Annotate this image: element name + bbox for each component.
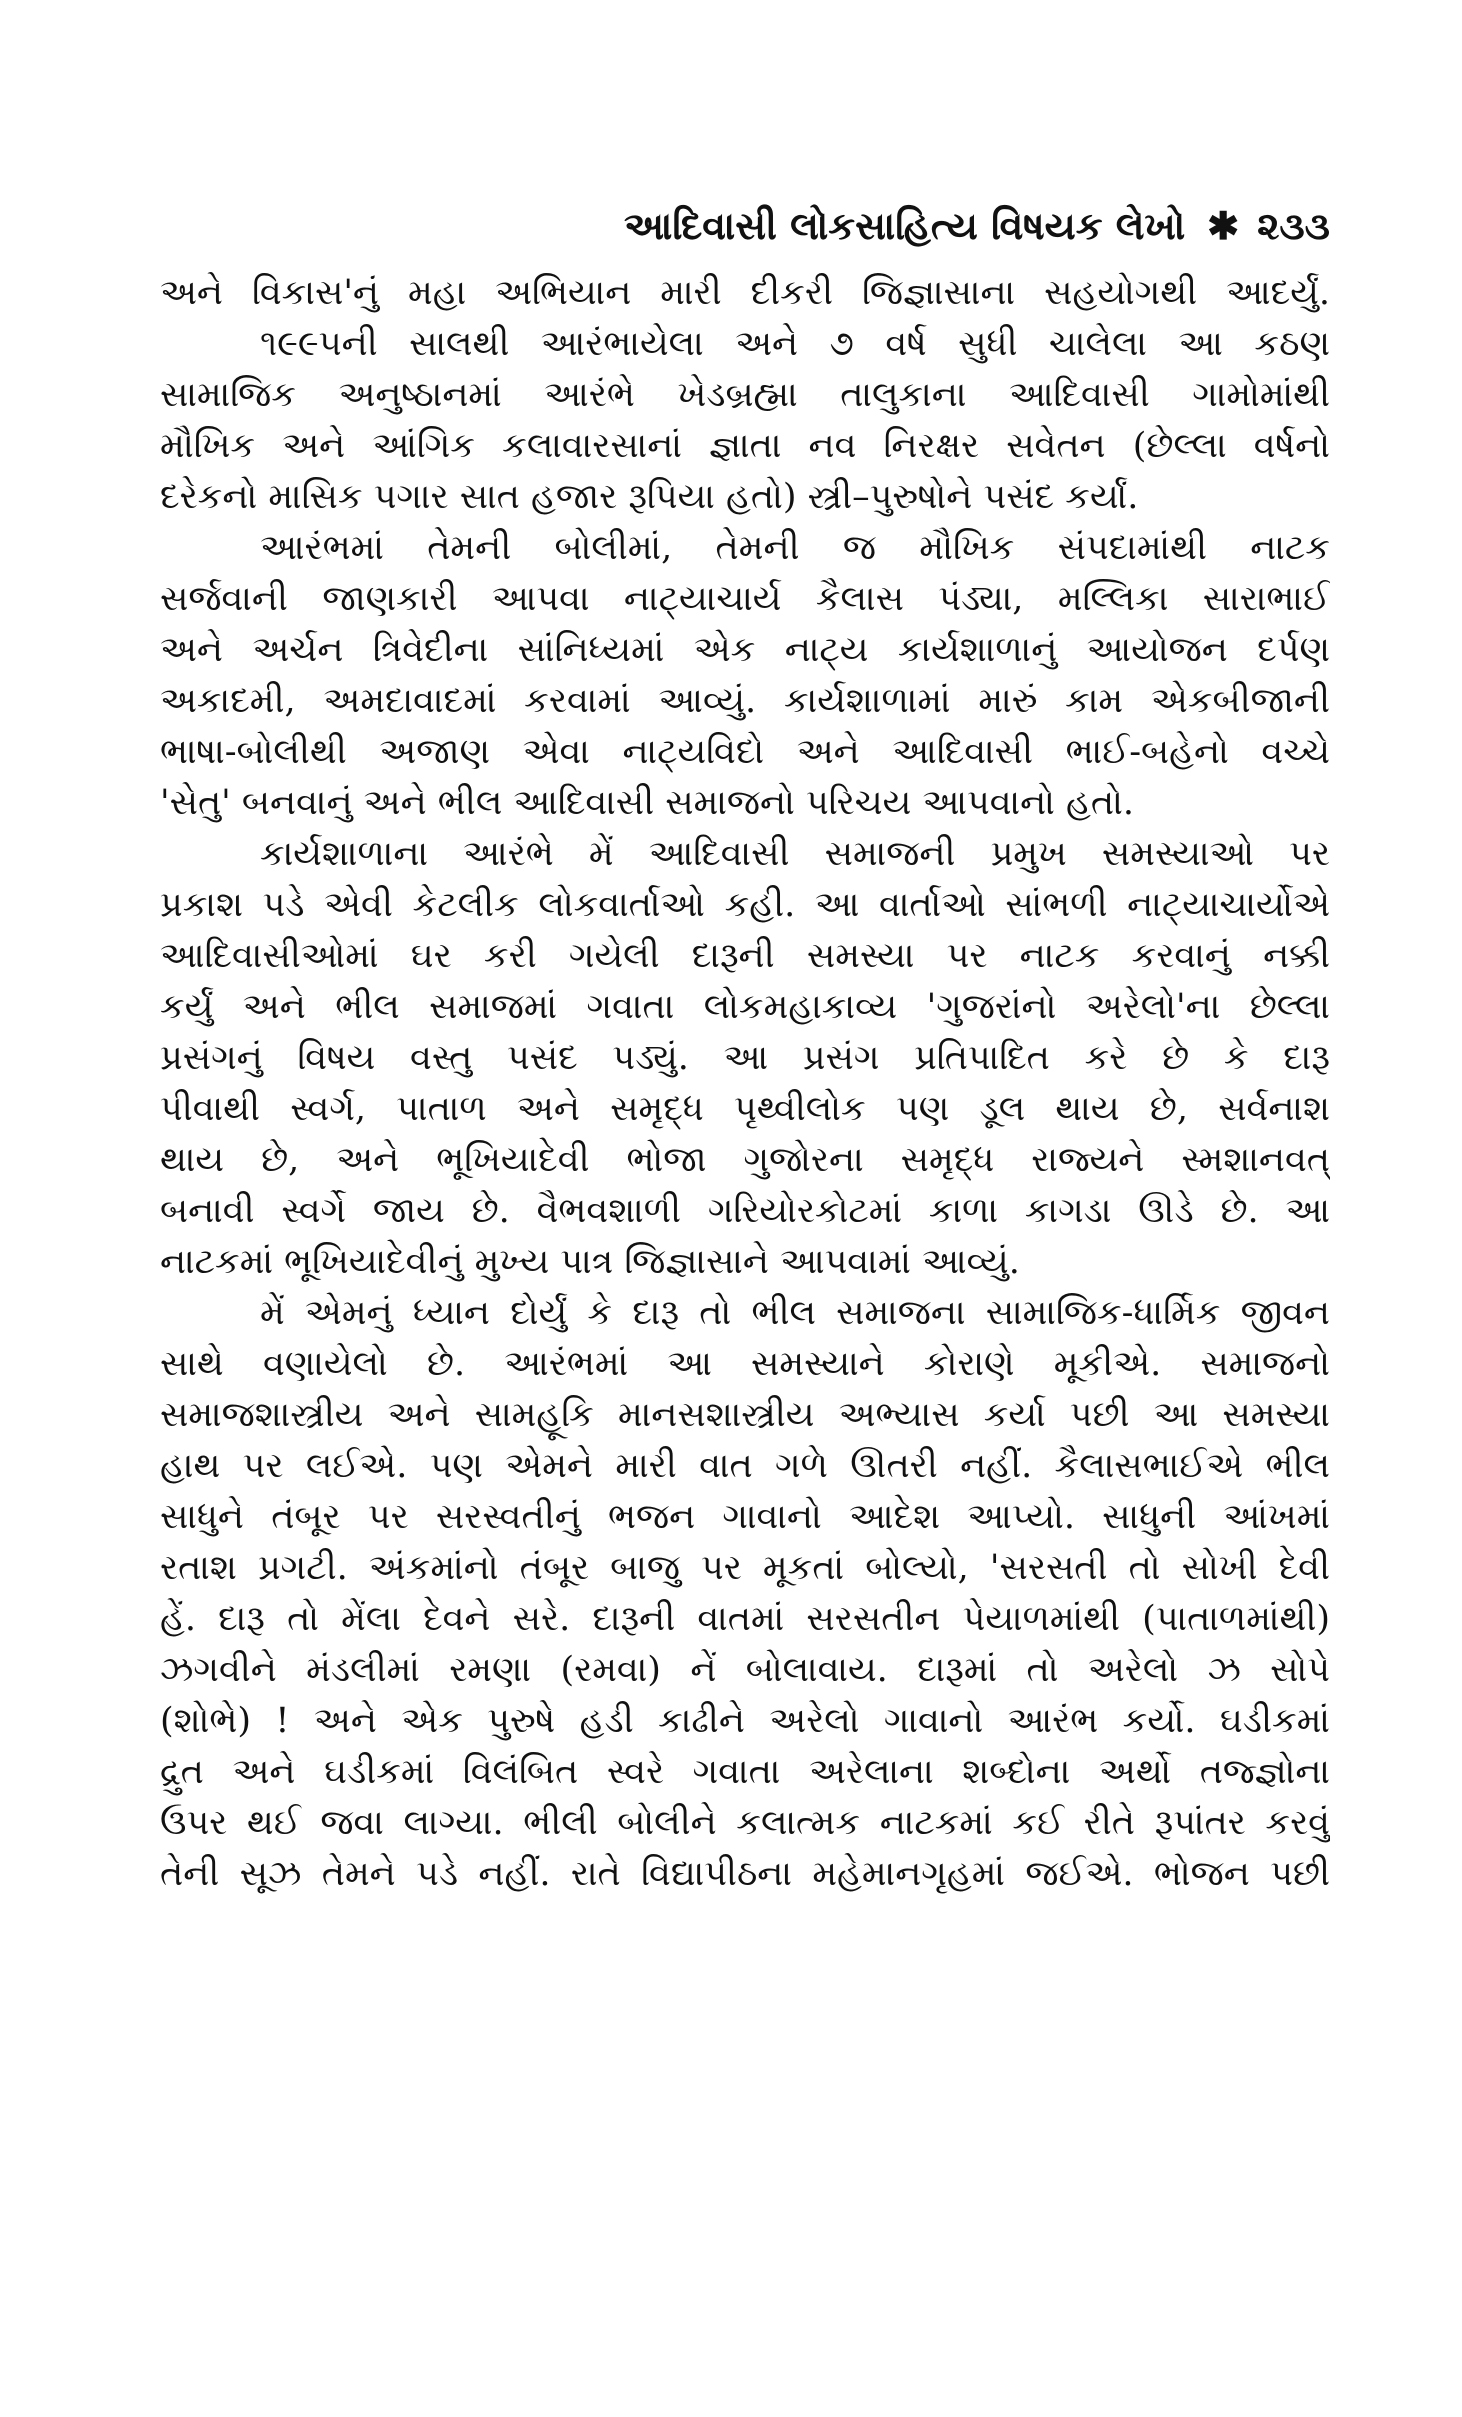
- text-line: કર્યું અને ભીલ સમાજમાં ગવાતા લોકમહાકાવ્ય 'ગુજરાંનો અરેલો'ના છેલ્લા: [160, 987, 1330, 1027]
- text-line: અને અર્ચન ત્રિવેદીના સાંનિધ્યમાં એક નાટ્ય કાર્યશાળાનું આયોજન દર્પણ: [160, 630, 1330, 670]
- text-line: હેં. દારૂ તો મેંલા દેવને સરે. દારૂની વાતમાં સરસતીન પેયાળમાંથી (પાતાળમાંથી): [160, 1599, 1330, 1639]
- paragraph-end-line: દરેકનો માસિક પગાર સાત હજાર રૂપિયા હતો) સ્ત્રી–પુરુષોને પસંદ કર્યાં.: [160, 477, 1139, 517]
- text-line: સર્જવાની જાણકારી આપવા નાટ્યાચાર્ય કૈલાસ પંડ્યા, મલ્લિકા સારાભાઈ: [160, 579, 1330, 619]
- text-line: હાથ પર લઈએ. પણ એમને મારી વાત ગળે ઊતરી નહીં. કૈલાસભાઈએ ભીલ: [160, 1446, 1330, 1486]
- text-line: આદિવાસીઓમાં ઘર કરી ગયેલી દારૂની સમસ્યા પર નાટક કરવાનું નક્કી: [160, 936, 1330, 976]
- page-number: ૨૩૩: [1257, 203, 1330, 248]
- text-line: અકાદમી, અમદાવાદમાં કરવામાં આવ્યું. કાર્યશાળામાં મારું કામ એકબીજાની: [160, 681, 1330, 721]
- text-line: સામાજિક અનુષ્ઠાનમાં આરંભે ખેડબ્રહ્મા તાલુકાના આદિવાસી ગામોમાંથી: [160, 375, 1330, 415]
- text-line: પ્રસંગનું વિષય વસ્તુ પસંદ પડ્યું. આ પ્રસંગ પ્રતિપાદિત કરે છે કે દારૂ: [160, 1038, 1330, 1078]
- paragraph-end-line: 'સેતુ' બનવાનું અને ભીલ આદિવાસી સમાજનો પરિચય આપવાનો હતો.: [160, 783, 1135, 823]
- text-line: સમાજશાસ્ત્રીય અને સામહૂકિ માનસશાસ્ત્રીય અભ્યાસ કર્યા પછી આ સમસ્યા: [160, 1395, 1330, 1435]
- text-line: થાય છે, અને ભૂખિયાદેવી ભોજા ગુજોરના સમૃદ્ધ રાજ્યને સ્મશાનવત્: [160, 1140, 1330, 1180]
- star-separator-icon: ✱: [1207, 203, 1240, 248]
- paragraph-start-line: કાર્યશાળાના આરંભે મેં આદિવાસી સમાજની પ્રમુખ સમસ્યાઓ પર: [260, 834, 1330, 874]
- text-line: ઉપર થઈ જવા લાગ્યા. ભીલી બોલીને કલાત્મક નાટકમાં કઈ રીતે રૂપાંતર કરવું: [160, 1803, 1330, 1843]
- text-line: અને વિકાસ'નું મહા અભિયાન મારી દીકરી જિજ્ઞાસાના સહયોગથી આદર્યું.: [160, 273, 1330, 313]
- running-title: આદિવાસી લોકસાહિત્ય વિષયક લેખો: [624, 203, 1186, 248]
- text-line: પ્રકાશ પડે એવી કેટલીક લોકવાર્તાઓ કહી. આ વાર્તાઓ સાંભળી નાટ્યાચાર્યોએ: [160, 885, 1330, 925]
- text-line: પીવાથી સ્વર્ગ, પાતાળ અને સમૃદ્ધ પૃથ્વીલોક પણ ડૂલ થાય છે, સર્વનાશ: [160, 1089, 1330, 1129]
- text-line: મૌખિક અને આંગિક કલાવારસાનાં જ્ઞાતા નવ નિરક્ષર સવેતન (છેલ્લા વર્ષનો: [160, 426, 1330, 466]
- text-line: ઝગવીને મંડલીમાં રમણા (રમવા) નેં બોલાવાય. દારૂમાં તો અરેલો ઝ સોપે: [160, 1650, 1330, 1690]
- text-line: સાધુને તંબૂર પર સરસ્વતીનું ભજન ગાવાનો આદેશ આપ્યો. સાધુની આંખમાં: [160, 1497, 1330, 1537]
- text-line: ભાષા-બોલીથી અજાણ એવા નાટ્યવિદો અને આદિવાસી ભાઈ-બહેનો વચ્ચે: [160, 732, 1330, 772]
- paragraph-start-line: આરંભમાં તેમની બોલીમાં, તેમની જ મૌખિક સંપદામાંથી નાટક: [260, 528, 1330, 568]
- page-header: [160, 196, 1330, 256]
- text-line: (શોભે) ! અને એક પુરુષે હડી કાઢીને અરેલો ગાવાનો આરંભ કર્યો. ઘડીકમાં: [160, 1701, 1330, 1741]
- paragraph-start-line: ૧૯૯૫ની સાલથી આરંભાયેલા અને ૭ વર્ષ સુધી ચાલેલા આ કઠણ: [260, 324, 1330, 364]
- text-line: સાથે વણાયેલો છે. આરંભમાં આ સમસ્યાને કોરાણે મૂકીએ. સમાજનો: [160, 1344, 1330, 1384]
- text-line: દ્રુત અને ઘડીકમાં વિલંબિત સ્વરે ગવાતા અરેલાના શબ્દોના અર્થો તજ્જ્ઞોના: [160, 1752, 1330, 1792]
- paragraph-start-line: મેં એમનું ધ્યાન દોર્યું કે દારૂ તો ભીલ સમાજના સામાજિક-ધાર્મિક જીવન: [260, 1293, 1330, 1333]
- text-line: તેની સૂઝ તેમને પડે નહીં. રાતે વિદ્યાપીઠના મહેમાનગૃહમાં જઈએ. ભોજન પછી: [160, 1854, 1330, 1894]
- paragraph-end-line: નાટકમાં ભૂખિયાદેવીનું મુખ્ય પાત્ર જિજ્ઞાસાને આપવામાં આવ્યું.: [160, 1242, 1020, 1282]
- body-text: [160, 268, 1330, 1900]
- text-line: રતાશ પ્રગટી. અંકમાંનો તંબૂર બાજુ પર મૂકતાં બોલ્યો, 'સરસતી તો સોખી દેવી: [160, 1548, 1330, 1588]
- text-line: બનાવી સ્વર્ગે જાય છે. વૈભવશાળી ગરિયોરકોટમાં કાળા કાગડા ઊડે છે. આ: [160, 1191, 1330, 1231]
